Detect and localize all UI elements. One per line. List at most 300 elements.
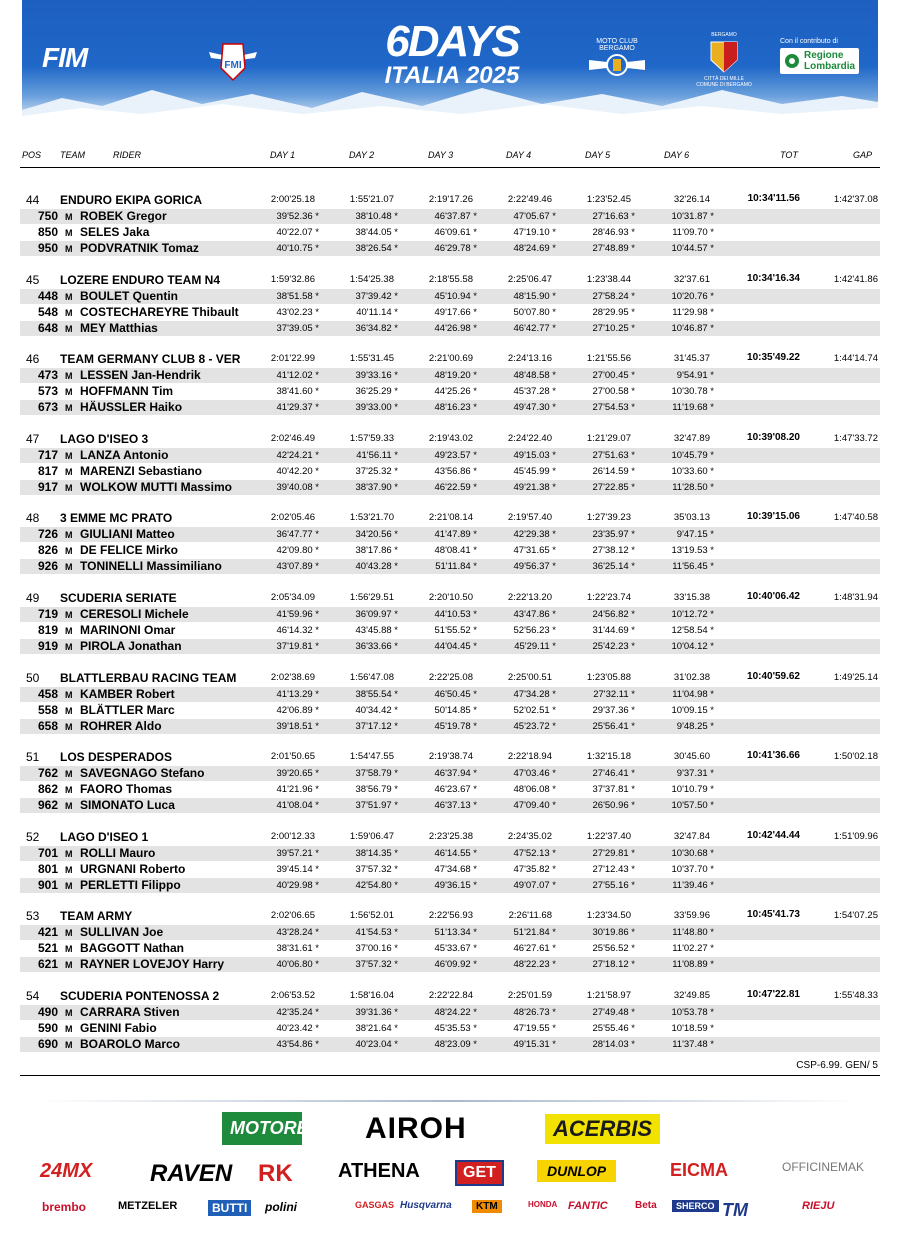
sponsor-logo: AIROH	[365, 1112, 467, 1145]
rider-day-time: 43'28.24 *	[276, 927, 319, 938]
team-day-time: 1:23'05.88	[586, 672, 631, 683]
team-day-time: 2:24'13.16	[507, 353, 552, 364]
rider-day-time: 37'39.42 *	[355, 291, 398, 302]
team-day-time: 1:22'37.40	[586, 831, 631, 842]
rider-class: M	[65, 530, 73, 540]
rider-day-time: 34'20.56 *	[355, 529, 398, 540]
rider-name: CARRARA Stiven	[80, 1005, 180, 1019]
team-pos: 52	[26, 830, 40, 844]
rider-day-time: 38'21.64 *	[355, 1023, 398, 1034]
rider-day-time: 43'07.89 *	[276, 561, 319, 572]
team-day-time: 1:59'32.86	[270, 274, 315, 285]
rider-name: MARINONI Omar	[80, 623, 176, 637]
rider-number: 826	[37, 543, 58, 557]
team-total: 10:42'44.44	[747, 830, 800, 841]
rider-number: 658	[37, 719, 58, 733]
rider-day-time: 51'55.52 *	[434, 625, 477, 636]
rider-class: M	[65, 387, 73, 397]
rider-day-time: 42'35.24 *	[276, 1007, 319, 1018]
rider-day-time: 37'51.97 *	[355, 800, 398, 811]
rider-day-time: 11'08.89 *	[672, 959, 714, 970]
rider-number: 762	[37, 766, 58, 780]
rider-day-time: 37'17.12 *	[355, 721, 398, 732]
comune-bergamo-logo	[694, 32, 754, 88]
team-day-time: 32'37.61	[673, 274, 710, 285]
rider-name: URGNANI Roberto	[80, 862, 186, 876]
rider-day-time: 11'02.27 *	[672, 943, 714, 954]
team-total: 10:40'59.62	[747, 671, 800, 682]
rider-day-time: 36'47.77 *	[276, 529, 319, 540]
sponsor-logo: RAVEN	[150, 1160, 233, 1187]
rider-row	[20, 289, 880, 304]
rider-name: HÄUSSLER Haiko	[80, 400, 183, 414]
team-day-time: 1:56'52.01	[349, 910, 394, 921]
rider-day-time: 44'26.98 *	[434, 323, 477, 334]
rider-class: M	[65, 562, 73, 572]
rider-day-time: 48'19.20 *	[434, 370, 477, 381]
rider-day-time: 10'53.78 *	[671, 1007, 714, 1018]
rider-day-time: 36'09.97 *	[355, 609, 398, 620]
team-pos: 45	[26, 273, 40, 287]
team-gap: 1:55'48.33	[833, 990, 878, 1001]
rider-name: ROHRER Aldo	[80, 719, 162, 733]
rider-class: M	[65, 960, 73, 970]
team-day-time: 2:22'22.84	[428, 990, 473, 1001]
team-pos: 47	[26, 432, 40, 446]
rider-name: RAYNER LOVEJOY Harry	[80, 957, 225, 971]
team-day-time: 1:58'16.04	[349, 990, 394, 1001]
team-day-time: 2:05'34.09	[270, 592, 315, 603]
rider-number: 817	[37, 464, 58, 478]
rider-day-time: 46'22.59 *	[434, 482, 477, 493]
rider-day-time: 27'22.85 *	[592, 482, 635, 493]
footer-code: CSP-6.99. GEN/ 5	[796, 1060, 878, 1071]
team-row	[20, 352, 880, 368]
rider-number: 701	[37, 846, 58, 860]
rider-row	[20, 862, 880, 877]
rider-day-time: 39'33.00 *	[355, 402, 398, 413]
rider-day-time: 25'42.23 *	[592, 641, 635, 652]
team-name: BLATTLERBAU RACING TEAM	[60, 671, 237, 685]
rider-day-time: 50'14.85 *	[434, 705, 477, 716]
rider-number: 621	[37, 957, 58, 971]
team-day-time: 31'02.38	[673, 672, 710, 683]
rider-day-time: 36'25.29 *	[355, 386, 398, 397]
rider-day-time: 27'46.41 *	[592, 768, 635, 779]
rider-row	[20, 782, 880, 797]
rider-number: 717	[37, 448, 58, 462]
rider-day-time: 40'42.20 *	[276, 466, 319, 477]
team-day-time: 2:19'38.74	[428, 751, 473, 762]
rider-day-time: 12'58.54 *	[671, 625, 714, 636]
rider-day-time: 39'57.21 *	[276, 848, 319, 859]
team-day-time: 2:25'01.59	[507, 990, 552, 1001]
rider-row	[20, 719, 880, 734]
team-pos: 53	[26, 909, 40, 923]
rider-class: M	[65, 403, 73, 413]
team-day-time: 2:21'08.14	[428, 512, 473, 523]
regione-name1: Regione	[804, 50, 844, 61]
team-total: 10:41'36.66	[747, 750, 800, 761]
team-day-time: 2:19'17.26	[428, 194, 473, 205]
team-day-time: 2:19'57.40	[507, 512, 552, 523]
rider-number: 458	[37, 687, 58, 701]
rider-name: DE FELICE Mirko	[80, 543, 179, 557]
sponsor-logo: brembo	[42, 1200, 87, 1214]
rider-day-time: 41'29.37 *	[276, 402, 319, 413]
team-pos: 51	[26, 750, 40, 764]
fmi-logo	[207, 38, 259, 82]
rider-day-time: 11'09.70 *	[672, 227, 714, 238]
rider-row	[20, 241, 880, 256]
col-tot: TOT	[780, 150, 798, 160]
sponsor-logo: SHERCO	[672, 1200, 719, 1212]
col-day3: DAY 3	[428, 150, 454, 160]
rider-day-time: 39'45.14 *	[276, 864, 319, 875]
rider-day-time: 43'02.23 *	[276, 307, 319, 318]
sponsor-logo: EICMA	[670, 1160, 728, 1180]
rider-class: M	[65, 626, 73, 636]
rider-day-time: 49'15.03 *	[513, 450, 556, 461]
moto-club-emblem	[587, 52, 647, 78]
sponsor-logo: HONDA	[528, 1200, 558, 1209]
rider-day-time: 37'25.32 *	[355, 466, 398, 477]
rider-day-time: 47'19.10 *	[513, 227, 556, 238]
team-day-time: 1:54'25.38	[349, 274, 394, 285]
rider-number: 590	[37, 1021, 58, 1035]
rider-day-time: 45'37.28 *	[513, 386, 556, 397]
team-day-time: 2:22'56.93	[428, 910, 473, 921]
rider-class: M	[65, 928, 73, 938]
team-gap: 1:48'31.94	[833, 592, 878, 603]
team-day-time: 1:27'39.23	[586, 512, 631, 523]
team-total: 10:34'16.34	[747, 273, 800, 284]
rider-row	[20, 623, 880, 638]
rider-number: 750	[37, 209, 58, 223]
rider-row	[20, 368, 880, 383]
team-total: 10:39'08.20	[747, 432, 800, 443]
rider-day-time: 40'43.28 *	[355, 561, 398, 572]
rider-row	[20, 480, 880, 495]
rider-day-time: 40'23.42 *	[276, 1023, 319, 1034]
rider-number: 690	[37, 1037, 58, 1051]
rider-class: M	[65, 371, 73, 381]
team-day-time: 2:02'06.65	[270, 910, 315, 921]
rider-name: GIULIANI Matteo	[80, 527, 175, 541]
team-total: 10:39'15.06	[747, 511, 800, 522]
rider-day-time: 37'57.32 *	[355, 959, 398, 970]
rider-day-time: 10'30.78 *	[671, 386, 714, 397]
sponsor-logo: 24MX	[40, 1160, 93, 1182]
rider-day-time: 27'55.16 *	[592, 880, 635, 891]
team-day-time: 1:23'38.44	[586, 274, 631, 285]
rider-day-time: 10'18.59 *	[671, 1023, 714, 1034]
team-day-time: 1:21'58.97	[586, 990, 631, 1001]
rider-day-time: 49'07.07 *	[513, 880, 556, 891]
rider-day-time: 38'44.05 *	[355, 227, 398, 238]
team-gap: 1:44'14.74	[833, 353, 878, 364]
col-pos: POS	[22, 150, 42, 160]
team-day-time: 2:21'00.69	[428, 353, 473, 364]
team-name: TEAM GERMANY CLUB 8 - VER	[60, 352, 241, 366]
rider-day-time: 45'33.67 *	[434, 943, 477, 954]
rider-day-time: 46'37.94 *	[434, 768, 477, 779]
rider-day-time: 41'47.89 *	[434, 529, 477, 540]
rider-day-time: 47'03.46 *	[513, 768, 556, 779]
col-day6: DAY 6	[664, 150, 690, 160]
rider-class: M	[65, 881, 73, 891]
rider-day-time: 43'45.88 *	[355, 625, 398, 636]
rider-day-time: 10'46.87 *	[671, 323, 714, 334]
rider-day-time: 44'10.53 *	[434, 609, 477, 620]
team-gap: 1:47'33.72	[833, 433, 878, 444]
sponsor-logo: Beta	[635, 1200, 657, 1211]
rider-class: M	[65, 722, 73, 732]
rider-day-time: 49'21.38 *	[513, 482, 556, 493]
team-day-time: 33'59.96	[673, 910, 710, 921]
rider-number: 573	[37, 384, 58, 398]
rider-day-time: 10'33.60 *	[671, 466, 714, 477]
team-day-time: 2:24'35.02	[507, 831, 552, 842]
rider-day-time: 31'44.69 *	[592, 625, 635, 636]
rider-day-time: 42'06.89 *	[276, 705, 319, 716]
rider-row	[20, 639, 880, 654]
rider-row	[20, 448, 880, 463]
rider-day-time: 36'33.66 *	[355, 641, 398, 652]
team-row	[20, 830, 880, 846]
rider-day-time: 49'47.30 *	[513, 402, 556, 413]
rider-day-time: 28'29.95 *	[592, 307, 635, 318]
team-day-time: 2:22'13.20	[507, 592, 552, 603]
team-row	[20, 511, 880, 527]
rider-day-time: 49'36.15 *	[434, 880, 477, 891]
rider-day-time: 47'31.65 *	[513, 545, 556, 556]
rider-day-time: 42'24.21 *	[276, 450, 319, 461]
rider-class: M	[65, 865, 73, 875]
regione-lombardia-logo	[780, 38, 859, 74]
fmi-logo-text: FMI	[224, 60, 242, 71]
sponsor-logo: GASGAS	[355, 1200, 395, 1210]
rider-day-time: 39'33.16 *	[355, 370, 398, 381]
team-day-time: 1:23'52.45	[586, 194, 631, 205]
team-total: 10:35'49.22	[747, 352, 800, 363]
rider-name: GENINI Fabio	[80, 1021, 157, 1035]
rider-name: MARENZI Sebastiano	[80, 464, 203, 478]
rider-day-time: 11'37.48 *	[672, 1039, 714, 1050]
sponsor-logo: RIEJU	[802, 1200, 835, 1212]
rider-number: 962	[37, 798, 58, 812]
team-total: 10:45'41.73	[747, 909, 800, 920]
rider-day-time: 41'21.96 *	[276, 784, 319, 795]
rider-day-time: 38'41.60 *	[276, 386, 319, 397]
team-day-time: 2:00'12.33	[270, 831, 315, 842]
team-name: SCUDERIA SERIATE	[60, 591, 177, 605]
rider-number: 819	[37, 623, 58, 637]
rider-day-time: 27'00.58 *	[592, 386, 635, 397]
team-name: ENDURO EKIPA GORICA	[60, 193, 203, 207]
rider-day-time: 45'35.53 *	[434, 1023, 477, 1034]
team-total: 10:47'22.81	[747, 989, 800, 1000]
rider-day-time: 45'19.78 *	[434, 721, 477, 732]
rider-day-time: 42'29.38 *	[513, 529, 556, 540]
team-row	[20, 909, 880, 925]
rider-name: BOAROLO Marco	[80, 1037, 181, 1051]
rider-day-time: 9'54.91 *	[676, 370, 714, 381]
rider-day-time: 27'16.63 *	[592, 211, 635, 222]
rider-row	[20, 384, 880, 399]
rider-day-time: 43'47.86 *	[513, 609, 556, 620]
team-day-time: 1:21'29.07	[586, 433, 631, 444]
team-day-time: 2:01'50.65	[270, 751, 315, 762]
rider-day-time: 38'10.48 *	[355, 211, 398, 222]
rider-day-time: 11'04.98 *	[672, 689, 714, 700]
rider-number: 719	[37, 607, 58, 621]
rider-day-time: 46'27.61 *	[513, 943, 556, 954]
team-day-time: 32'47.89	[673, 433, 710, 444]
rider-day-time: 47'05.67 *	[513, 211, 556, 222]
rider-day-time: 48'22.23 *	[513, 959, 556, 970]
rider-day-time: 38'51.58 *	[276, 291, 319, 302]
team-day-time: 2:01'22.99	[270, 353, 315, 364]
rider-row	[20, 925, 880, 940]
rider-day-time: 37'00.16 *	[355, 943, 398, 954]
rider-day-time: 27'32.11 *	[593, 689, 635, 700]
team-day-time: 1:57'59.33	[349, 433, 394, 444]
team-name: LAGO D'ISEO 1	[60, 830, 149, 844]
rider-name: PIROLA Jonathan	[80, 639, 182, 653]
rider-row	[20, 305, 880, 320]
rider-day-time: 48'24.69 *	[513, 243, 556, 254]
rider-name: ROBEK Gregor	[80, 209, 167, 223]
rider-name: SAVEGNAGO Stefano	[80, 766, 205, 780]
comune-bottom: CITTÀ DEI MILLE COMUNE DI BERGAMO	[696, 76, 752, 88]
rider-day-time: 46'50.45 *	[434, 689, 477, 700]
rider-name: SIMONATO Luca	[80, 798, 175, 812]
rider-name: LESSEN Jan-Hendrik	[80, 368, 201, 382]
rider-day-time: 36'25.14 *	[592, 561, 635, 572]
rider-day-time: 9'37.31 *	[676, 768, 714, 779]
rider-number: 558	[37, 703, 58, 717]
team-name: 3 EMME MC PRATO	[60, 511, 173, 525]
team-name: LAGO D'ISEO 3	[60, 432, 149, 446]
rider-day-time: 45'45.99 *	[513, 466, 556, 477]
rider-day-time: 27'12.43 *	[592, 864, 635, 875]
rider-class: M	[65, 944, 73, 954]
rider-day-time: 9'47.15 *	[676, 529, 714, 540]
team-day-time: 1:59'06.47	[349, 831, 394, 842]
team-gap: 1:49'25.14	[833, 672, 878, 683]
bergamo-crest	[707, 38, 741, 74]
rider-class: M	[65, 212, 73, 222]
sponsor-logo: KTM	[472, 1200, 502, 1213]
team-row	[20, 432, 880, 448]
team-day-time: 2:06'53.52	[270, 990, 315, 1001]
event-logo-line2: ITALIA 2025	[384, 62, 520, 89]
rider-row	[20, 607, 880, 622]
rider-number: 950	[37, 241, 58, 255]
team-day-time: 2:26'11.68	[508, 910, 552, 921]
regione-rose-icon	[784, 53, 800, 69]
rider-class: M	[65, 690, 73, 700]
rider-class: M	[65, 324, 73, 334]
rider-day-time: 10'12.72 *	[671, 609, 714, 620]
rider-day-time: 47'52.13 *	[513, 848, 556, 859]
rider-class: M	[65, 706, 73, 716]
rider-row	[20, 559, 880, 574]
rider-day-time: 49'56.37 *	[513, 561, 556, 572]
rider-row	[20, 878, 880, 893]
rider-day-time: 37'39.05 *	[276, 323, 319, 334]
rider-day-time: 46'42.77 *	[513, 323, 556, 334]
team-day-time: 2:23'25.38	[428, 831, 473, 842]
rider-name: BAGGOTT Nathan	[80, 941, 184, 955]
sponsor-logo: polini	[265, 1200, 297, 1214]
rider-day-time: 43'56.86 *	[434, 466, 477, 477]
rider-row	[20, 687, 880, 702]
team-gap: 1:47'40.58	[833, 512, 878, 523]
rider-class: M	[65, 1024, 73, 1034]
rider-day-time: 46'14.55 *	[434, 848, 477, 859]
team-day-time: 1:56'29.51	[349, 592, 394, 603]
sponsor-logo: DUNLOP	[537, 1160, 616, 1182]
rider-day-time: 10'09.15 *	[671, 705, 714, 716]
rider-class: M	[65, 769, 73, 779]
team-total: 10:34'11.56	[747, 193, 800, 204]
rider-day-time: 46'37.87 *	[434, 211, 477, 222]
rider-day-time: 10'20.76 *	[671, 291, 714, 302]
rider-day-time: 38'55.54 *	[355, 689, 398, 700]
rider-row	[20, 527, 880, 542]
team-day-time: 2:02'46.49	[270, 433, 315, 444]
team-day-time: 2:22'25.08	[428, 672, 473, 683]
rider-day-time: 10'37.70 *	[671, 864, 714, 875]
rider-day-time: 26'14.59 *	[592, 466, 635, 477]
event-logo-line1: 6DAYS	[385, 17, 519, 66]
sponsor-logo: RK	[258, 1160, 293, 1187]
rider-day-time: 41'59.96 *	[276, 609, 319, 620]
rider-number: 548	[37, 305, 58, 319]
rider-day-time: 48'48.58 *	[513, 370, 556, 381]
rider-day-time: 28'46.93 *	[592, 227, 635, 238]
rider-row	[20, 225, 880, 240]
rider-day-time: 10'44.57 *	[671, 243, 714, 254]
sponsor-logo: OFFICINEMAK	[782, 1160, 865, 1174]
sponsor-logo: ATHENA	[338, 1160, 420, 1182]
rider-name: MEY Matthias	[80, 321, 158, 335]
rider-day-time: 49'15.31 *	[513, 1039, 556, 1050]
rider-class: M	[65, 467, 73, 477]
header-banner	[22, 0, 878, 120]
col-day4: DAY 4	[506, 150, 532, 160]
rider-day-time: 41'54.53 *	[355, 927, 398, 938]
rider-day-time: 28'14.03 *	[592, 1039, 635, 1050]
rider-row	[20, 1005, 880, 1020]
rider-number: 862	[37, 782, 58, 796]
rider-number: 926	[37, 559, 58, 573]
rider-number: 801	[37, 862, 58, 876]
rider-name: KAMBER Robert	[80, 687, 175, 701]
team-day-time: 2:02'38.69	[270, 672, 315, 683]
rider-day-time: 10'04.12 *	[671, 641, 714, 652]
team-day-time: 2:19'43.02	[428, 433, 473, 444]
rider-class: M	[65, 1040, 73, 1050]
footer-rule	[20, 1075, 880, 1076]
team-name: LOS DESPERADOS	[60, 750, 173, 764]
team-pos: 44	[26, 193, 40, 207]
rider-day-time: 37'37.81 *	[592, 784, 635, 795]
team-row	[20, 273, 880, 289]
team-day-time: 32'26.14	[673, 194, 710, 205]
